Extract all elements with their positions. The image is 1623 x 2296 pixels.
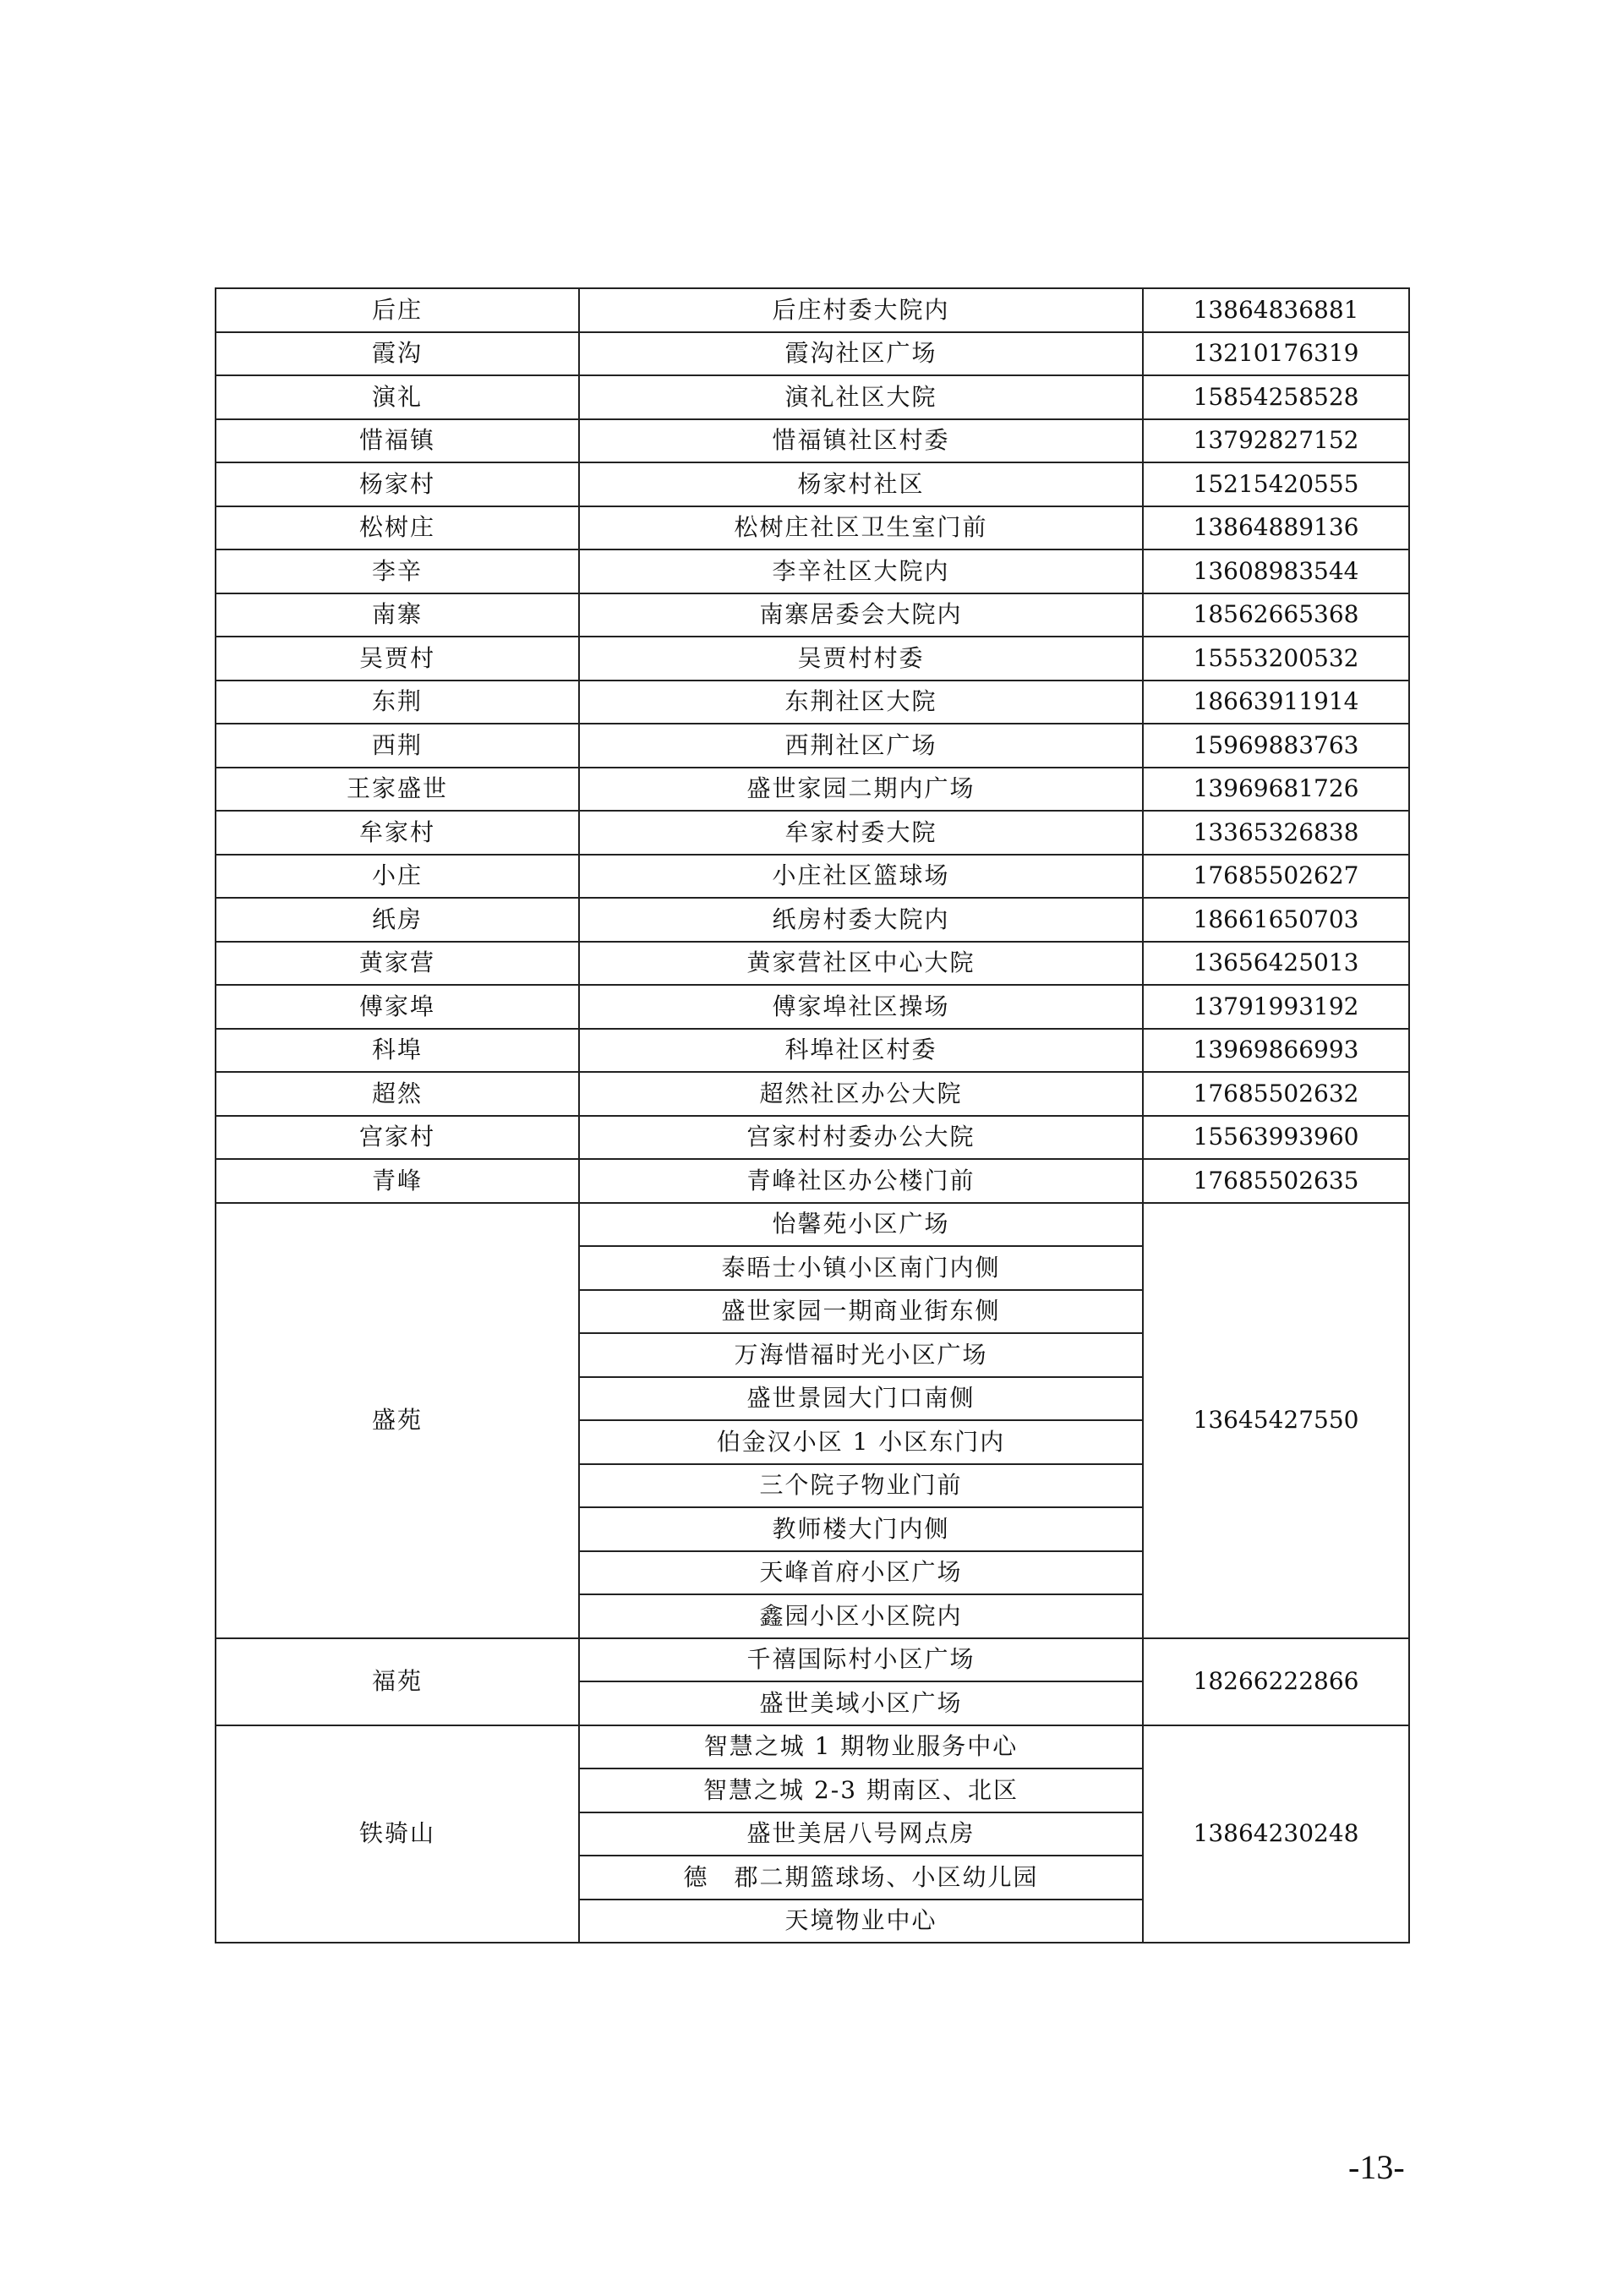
site-location-cell: 天峰首府小区广场 (579, 1551, 1143, 1595)
site-location-cell: 盛世景园大门口南侧 (579, 1377, 1143, 1421)
area-name-cell: 铁骑山 (216, 1725, 579, 1943)
site-location-cell: 鑫园小区小区院内 (579, 1594, 1143, 1638)
site-location-cell: 后庄村委大院内 (579, 288, 1143, 332)
area-name-cell: 松树庄 (216, 506, 579, 550)
table-row (216, 724, 1409, 768)
area-name-cell: 后庄 (216, 288, 579, 332)
phone-number-cell: 17685502635 (1143, 1159, 1409, 1203)
table-body (216, 288, 1409, 1943)
phone-number-cell: 18562665368 (1143, 593, 1409, 637)
phone-number-cell: 15854258528 (1143, 375, 1409, 419)
site-location-cell: 泰晤士小镇小区南门内侧 (579, 1246, 1143, 1290)
phone-number-cell: 13645427550 (1143, 1203, 1409, 1638)
site-location-cell: 霞沟社区广场 (579, 332, 1143, 376)
phone-number-cell: 13864836881 (1143, 288, 1409, 332)
area-name-cell: 南寨 (216, 593, 579, 637)
table-row (216, 1638, 1409, 1682)
table-row (216, 855, 1409, 899)
phone-number-cell: 15553200532 (1143, 637, 1409, 681)
site-location-cell: 西荆社区广场 (579, 724, 1143, 768)
area-name-cell: 纸房 (216, 898, 579, 942)
phone-number-cell: 17685502627 (1143, 855, 1409, 899)
area-name-cell: 惜福镇 (216, 419, 579, 463)
area-name-cell: 王家盛世 (216, 768, 579, 812)
site-location-cell: 杨家村社区 (579, 462, 1143, 506)
table-row (216, 375, 1409, 419)
area-name-cell: 宫家村 (216, 1116, 579, 1160)
area-name-cell: 吴贾村 (216, 637, 579, 681)
area-name-cell: 牟家村 (216, 811, 579, 855)
site-location-cell: 吴贾村村委 (579, 637, 1143, 681)
site-location-cell: 千禧国际村小区广场 (579, 1638, 1143, 1682)
site-location-cell: 小庄社区篮球场 (579, 855, 1143, 899)
page-number: -13- (1348, 2148, 1405, 2186)
table-row (216, 811, 1409, 855)
site-location-cell: 智慧之城 1 期物业服务中心 (579, 1725, 1143, 1769)
area-name-cell: 霞沟 (216, 332, 579, 376)
phone-number-cell: 13864889136 (1143, 506, 1409, 550)
table-row (216, 332, 1409, 376)
table-row (216, 942, 1409, 986)
site-location-cell: 纸房村委大院内 (579, 898, 1143, 942)
phone-number-cell: 13969681726 (1143, 768, 1409, 812)
table-row (216, 1725, 1409, 1769)
area-name-cell: 超然 (216, 1072, 579, 1116)
table-row (216, 593, 1409, 637)
phone-number-cell: 13210176319 (1143, 332, 1409, 376)
phone-number-cell: 15563993960 (1143, 1116, 1409, 1160)
site-location-cell: 青峰社区办公楼门前 (579, 1159, 1143, 1203)
site-location-cell: 三个院子物业门前 (579, 1464, 1143, 1508)
phone-number-cell: 18663911914 (1143, 681, 1409, 724)
table-row (216, 898, 1409, 942)
table-row (216, 506, 1409, 550)
table-row (216, 1072, 1409, 1116)
phone-number-cell: 13864230248 (1143, 1725, 1409, 1943)
site-location-cell: 伯金汉小区 1 小区东门内 (579, 1420, 1143, 1464)
table-row (216, 985, 1409, 1029)
table-row (216, 1116, 1409, 1160)
area-name-cell: 傅家埠 (216, 985, 579, 1029)
area-name-cell: 杨家村 (216, 462, 579, 506)
area-name-cell: 东荆 (216, 681, 579, 724)
phone-number-cell: 15215420555 (1143, 462, 1409, 506)
site-location-cell: 东荆社区大院 (579, 681, 1143, 724)
site-location-cell: 怡馨苑小区广场 (579, 1203, 1143, 1247)
site-location-cell: 盛世美域小区广场 (579, 1681, 1143, 1725)
phone-number-cell: 13792827152 (1143, 419, 1409, 463)
phone-number-cell: 13608983544 (1143, 549, 1409, 593)
area-name-cell: 盛苑 (216, 1203, 579, 1638)
phone-number-cell: 13969866993 (1143, 1029, 1409, 1073)
site-location-cell: 傅家埠社区操场 (579, 985, 1143, 1029)
area-name-cell: 福苑 (216, 1638, 579, 1725)
site-location-cell: 盛世美居八号网点房 (579, 1812, 1143, 1856)
table-row (216, 768, 1409, 812)
table-row (216, 419, 1409, 463)
phone-number-cell: 13365326838 (1143, 811, 1409, 855)
area-name-cell: 青峰 (216, 1159, 579, 1203)
table-row (216, 637, 1409, 681)
phone-number-cell: 15969883763 (1143, 724, 1409, 768)
site-location-cell: 演礼社区大院 (579, 375, 1143, 419)
table-row (216, 1203, 1409, 1247)
contact-table (215, 287, 1410, 1943)
area-name-cell: 科埠 (216, 1029, 579, 1073)
table-row (216, 1029, 1409, 1073)
site-location-cell: 教师楼大门内侧 (579, 1507, 1143, 1551)
site-location-cell: 德 郡二期篮球场、小区幼儿园 (579, 1856, 1143, 1900)
table-row (216, 1159, 1409, 1203)
site-location-cell: 天境物业中心 (579, 1900, 1143, 1943)
site-location-cell: 盛世家园一期商业街东侧 (579, 1290, 1143, 1334)
phone-number-cell: 17685502632 (1143, 1072, 1409, 1116)
area-name-cell: 演礼 (216, 375, 579, 419)
site-location-cell: 李辛社区大院内 (579, 549, 1143, 593)
area-name-cell: 李辛 (216, 549, 579, 593)
table-row (216, 462, 1409, 506)
site-location-cell: 牟家村委大院 (579, 811, 1143, 855)
table-row (216, 549, 1409, 593)
area-name-cell: 西荆 (216, 724, 579, 768)
site-location-cell: 南寨居委会大院内 (579, 593, 1143, 637)
site-location-cell: 宫家村村委办公大院 (579, 1116, 1143, 1160)
site-location-cell: 智慧之城 2-3 期南区、北区 (579, 1768, 1143, 1812)
phone-number-cell: 13656425013 (1143, 942, 1409, 986)
table-row (216, 681, 1409, 724)
site-location-cell: 盛世家园二期内广场 (579, 768, 1143, 812)
site-location-cell: 松树庄社区卫生室门前 (579, 506, 1143, 550)
site-location-cell: 万海惜福时光小区广场 (579, 1333, 1143, 1377)
site-location-cell: 科埠社区村委 (579, 1029, 1143, 1073)
table-row (216, 288, 1409, 332)
site-location-cell: 黄家营社区中心大院 (579, 942, 1143, 986)
site-location-cell: 惜福镇社区村委 (579, 419, 1143, 463)
phone-number-cell: 18661650703 (1143, 898, 1409, 942)
site-location-cell: 超然社区办公大院 (579, 1072, 1143, 1116)
area-name-cell: 黄家营 (216, 942, 579, 986)
area-name-cell: 小庄 (216, 855, 579, 899)
phone-number-cell: 18266222866 (1143, 1638, 1409, 1725)
phone-number-cell: 13791993192 (1143, 985, 1409, 1029)
